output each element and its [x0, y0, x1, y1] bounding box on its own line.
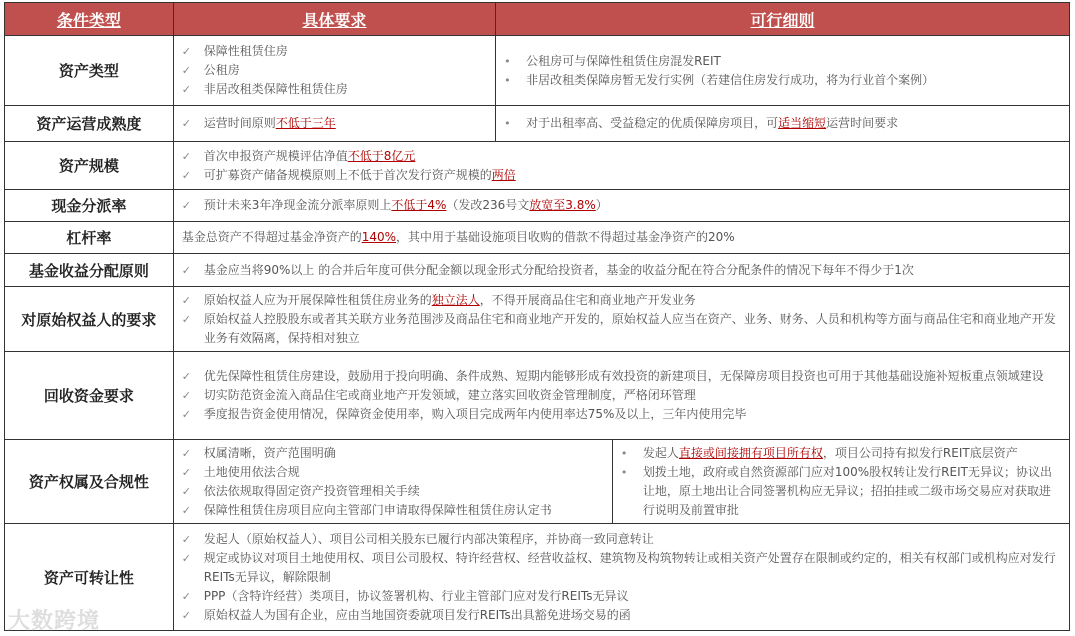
requirements-table [4, 2, 1070, 631]
item-text [204, 530, 654, 549]
header-requirements: 具体要求 [173, 3, 495, 35]
text-segment: 公租房可与保障性租赁住房混发REIT [526, 53, 721, 68]
item-text [204, 405, 747, 424]
text-segment: ，项目公司持有拟发行REIT底层资产 [822, 445, 1018, 460]
item-text [204, 444, 336, 463]
item-text [204, 606, 631, 625]
text-segment: PPP（含特许经营）类项目，协议签署机构、行业主管部门应对发行REITs无异议 [203, 588, 629, 603]
table-row [5, 141, 1069, 189]
row-label: 资产权属及合规性 [28, 473, 149, 491]
list-item [621, 444, 1061, 463]
bullet-icon: • [504, 54, 511, 68]
text-segment: 运营时间原则 [203, 116, 276, 130]
highlighted-text: 独立法人 [431, 292, 480, 307]
checkmark-icon: ✓ [181, 484, 191, 498]
checkmark-icon: ✓ [181, 293, 191, 307]
list-item [182, 587, 1061, 606]
checkmark-icon: ✓ [181, 83, 191, 96]
list-item [182, 606, 1061, 625]
list-item [182, 261, 1061, 280]
item-text [204, 587, 629, 606]
table-cell [173, 287, 1069, 351]
item-text [526, 114, 898, 133]
item-text [204, 386, 696, 405]
row-label: 资产类型 [58, 62, 119, 80]
table-cell [173, 440, 612, 523]
table-cell [495, 106, 1069, 141]
text-segment: 非居改租类保障房暂无发行实例（若建信住房发行成功，将为行业首个案例） [526, 72, 935, 87]
list-item [504, 52, 1061, 71]
highlighted-text: 适当缩短 [778, 116, 827, 130]
list-item [182, 367, 1061, 386]
checkmark-icon: ✓ [181, 589, 191, 603]
highlighted-text: 不低于三年 [275, 116, 336, 130]
item-text [204, 549, 1061, 587]
table-row [5, 523, 1069, 630]
highlighted-text: 不低于4% [391, 198, 447, 212]
list-item [504, 114, 1061, 133]
text-segment: 季度报告资金使用情况，保障资金使用率，购入项目完成两年内使用率达75%及以上，三年内使用完毕 [203, 407, 747, 421]
item-text [204, 147, 416, 166]
checkmark-icon: ✓ [181, 370, 191, 383]
table-cell [173, 106, 495, 141]
checkmark-icon: ✓ [181, 608, 191, 622]
text-segment: 预计未来3年净现金流分派率原则上 [203, 198, 392, 212]
table-cell [495, 36, 1069, 105]
item-text [204, 367, 1044, 386]
text-segment: 发起人 [642, 445, 679, 460]
row-label: 资产运营成熟度 [36, 115, 142, 133]
list-item [182, 42, 487, 61]
text-segment: 依法依规取得固定资产投资管理相关手续 [203, 483, 420, 498]
text-segment: 公租房 [203, 63, 240, 77]
text-segment: 原始权益人应为开展保障性租赁住房业务的 [203, 292, 432, 307]
list-item [621, 463, 1061, 520]
text-segment: 原始权益人为国有企业，应由当地国资委就项目发行REITs出具豁免进场交易的函 [203, 607, 631, 622]
list-item [182, 501, 604, 520]
text-segment: ） [595, 198, 608, 212]
list-item [182, 310, 1061, 348]
table-header [5, 3, 1069, 35]
table-cell [173, 524, 1069, 630]
table-row [5, 35, 1069, 105]
bullet-icon: • [620, 465, 628, 479]
item-text [204, 501, 552, 520]
bullet-icon: • [504, 117, 511, 130]
item-text [204, 291, 696, 310]
table-row [5, 439, 1069, 523]
table-cell [173, 222, 1069, 253]
row-label: 资产规模 [58, 157, 119, 175]
text-segment: 发起人（原始权益人）、项目公司相关股东已履行内部决策程序，并协商一致同意转让 [203, 531, 654, 546]
row-label: 对原始权益人的要求 [21, 310, 157, 329]
list-item [182, 530, 1061, 549]
checkmark-icon: ✓ [181, 64, 191, 77]
item-text [643, 444, 1018, 463]
checkmark-icon: ✓ [181, 312, 191, 326]
highlighted-text: 不低于8亿元 [347, 148, 416, 163]
checkmark-icon: ✓ [181, 465, 191, 479]
list-item [182, 463, 604, 482]
item-text [204, 196, 608, 215]
highlighted-text: 放宽至3.8% [529, 198, 596, 212]
text-segment: 优先保障性租赁住房建设，鼓励用于投向明确、条件成熟、短期内能够形成有效投资的新建项目，无保障房项目投资也可用于其他基础设施补短板重点领域建设 [203, 369, 1044, 383]
checkmark-icon: ✓ [181, 168, 191, 182]
list-item [182, 291, 1061, 310]
list-item [182, 166, 1061, 185]
table-row [5, 253, 1069, 286]
text-segment: 土地使用依法合规 [203, 464, 300, 479]
text-segment: ，其中用于基础设施项目收购的借款不得超过基金净资产的20% [396, 230, 735, 244]
checkmark-icon: ✓ [181, 199, 191, 212]
checkmark-icon: ✓ [181, 263, 191, 277]
table-cell [173, 142, 1069, 189]
item-text [643, 463, 1061, 520]
text-segment: 保障性租赁住房 [203, 44, 288, 58]
row-label: 现金分派率 [51, 197, 127, 215]
checkmark-icon: ✓ [181, 532, 191, 546]
text-segment: 非居改租类保障性租赁住房 [203, 82, 348, 96]
table-cell [612, 440, 1069, 523]
checkmark-icon: ✓ [181, 446, 191, 460]
list-item [182, 114, 487, 133]
row-label: 基金收益分配原则 [28, 261, 149, 280]
item-text [204, 61, 240, 80]
list-item [182, 80, 487, 99]
list-item [182, 444, 604, 463]
highlighted-text: 140% [361, 230, 397, 244]
highlighted-text: 两倍 [491, 167, 516, 182]
item-text [204, 80, 348, 99]
bullet-icon: • [504, 73, 511, 87]
table-row [5, 351, 1069, 439]
text-segment: 对于出租率高、受益稳定的优质保障房项目，可 [526, 116, 779, 130]
text-segment: 首次申报资产规模评估净值 [203, 148, 348, 163]
item-text [204, 310, 1061, 348]
item-text [526, 71, 934, 90]
watermark-logo: 大数跨境 [8, 609, 101, 634]
highlighted-text: 直接或间接拥有项目所有权 [678, 445, 823, 460]
row-label: 杠杆率 [66, 229, 112, 247]
text-segment: （发改236号文 [446, 198, 530, 212]
item-text [204, 482, 420, 501]
text-segment: ，不得开展商品住宅和商业地产开发业务 [479, 292, 696, 307]
item-text [204, 42, 288, 61]
checkmark-icon: ✓ [181, 503, 191, 517]
table-row [5, 221, 1069, 253]
list-item [504, 71, 1061, 90]
text-segment: 划拨土地，政府或自然资源部门应对100%股权转让发行REIT无异议；协议出让地，原土地出让合同签署机构应无异议；招拍挂或二级市场交易应对获取进行说明及前置审批 [642, 464, 1052, 517]
table-row [5, 286, 1069, 351]
list-item [182, 228, 1061, 247]
text-segment: 切实防范资金流入商品住宅或商业地产开发领域，建立落实回收资金管理制度，严格闭环管理 [203, 388, 696, 402]
list-item [182, 549, 1061, 587]
list-item [182, 386, 1061, 405]
item-text [204, 166, 516, 185]
text-segment: 权属清晰，资产范围明确 [203, 445, 336, 460]
checkmark-icon: ✓ [181, 149, 191, 163]
bullet-icon: • [620, 446, 628, 460]
item-text [182, 228, 735, 247]
row-label: 回收资金要求 [43, 387, 134, 405]
header-feasible-rules: 可行细则 [495, 3, 1069, 35]
table-cell [173, 36, 495, 105]
table-cell [173, 254, 1069, 286]
text-segment: 基金应当将90%以上 的合并后年度可供分配金额以现金形式分配给投资者，基金的收益分配在符合分配条件的情况下每年不得少于1次 [203, 262, 914, 277]
list-item [182, 405, 1061, 424]
table-row [5, 105, 1069, 141]
item-text [204, 114, 336, 133]
text-segment: 保障性租赁住房项目应向主管部门申请取得保障性租赁住房认定书 [203, 502, 552, 517]
text-segment: 基金总资产不得超过基金净资产的 [181, 230, 362, 244]
text-segment: 规定或协议对项目土地使用权、项目公司股权、特许经营权、经营收益权、建筑物及构筑物转让或相关资产处置存在限制或约定的，相关有权部门或机构应对发行REITs无异议，解除限制 [203, 550, 1056, 584]
checkmark-icon: ✓ [181, 45, 191, 58]
text-segment: 原始权益人控股股东或者其关联方业务范围涉及商品住宅和商业地产开发的，原始权益人应当在资产、业务、财务、人员和机构等方面与商品住宅和商业地产开发业务有效隔离，保持相对独立 [203, 311, 1056, 345]
checkmark-icon: ✓ [181, 551, 191, 565]
list-item [182, 482, 604, 501]
text-segment: 运营时间要求 [826, 116, 899, 130]
checkmark-icon: ✓ [181, 389, 191, 402]
table-row [5, 189, 1069, 221]
list-item [182, 147, 1061, 166]
table-cell [173, 352, 1069, 439]
list-item [182, 61, 487, 80]
text-segment: 可扩募资产储备规模原则上不低于首次发行资产规模的 [203, 167, 492, 182]
table-cell [173, 190, 1069, 221]
row-label: 资产可转让性 [43, 568, 134, 587]
checkmark-icon: ✓ [181, 117, 191, 130]
checkmark-icon: ✓ [181, 408, 191, 421]
header-condition-type: 条件类型 [56, 10, 121, 30]
item-text [204, 261, 914, 280]
item-text [526, 52, 721, 71]
list-item [182, 196, 1061, 215]
item-text [204, 463, 300, 482]
